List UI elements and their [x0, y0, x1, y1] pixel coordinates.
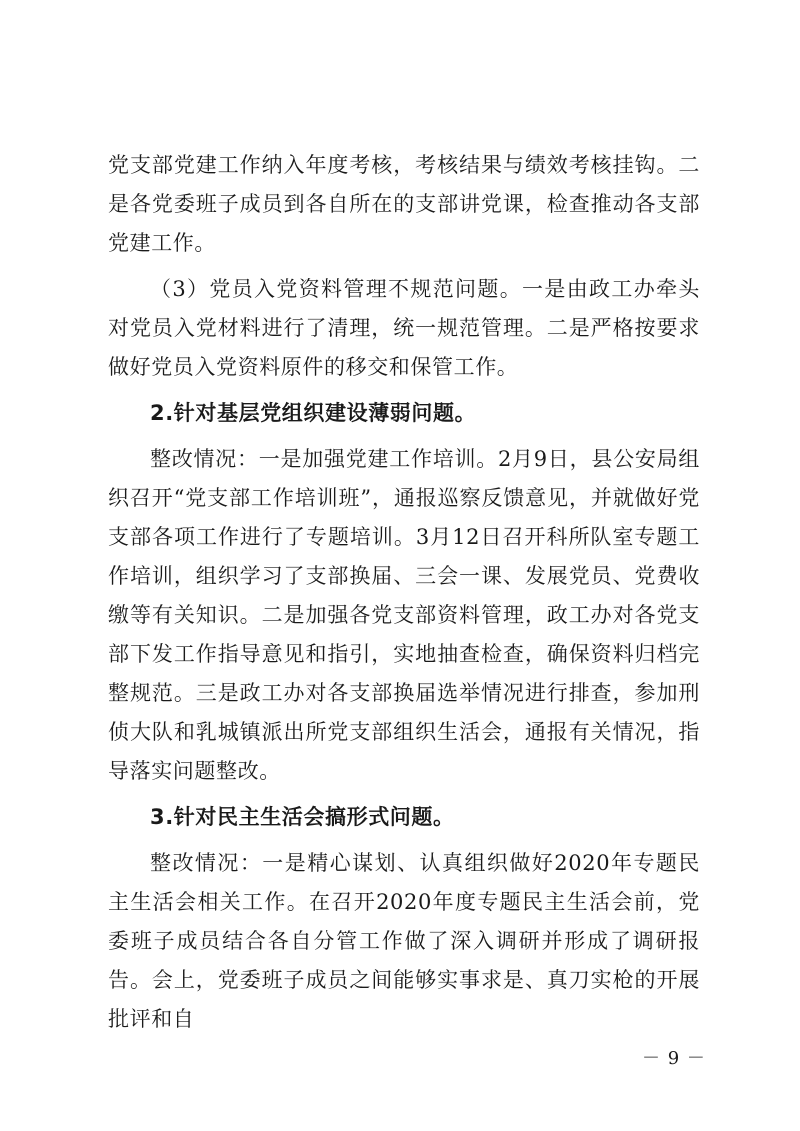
document-body — [108, 146, 700, 1046]
paragraph-1: 党支部党建工作纳入年度考核，考核结果与绩效考核挂钩。二是各党委班子成员到各自所在的支部讲党课，检查推动各支部党建工作。 — [108, 153, 700, 255]
paragraph-2: （3）党员入党资料管理不规范问题。一是由政工办牵头对党员入党材料进行了清理，统一规范管理。二是严格按要求做好党员入党资料原件的移交和保管工作。 — [108, 277, 700, 379]
page-number: － 9 － — [642, 1048, 706, 1069]
paragraph-3: 整改情况：一是加强党建工作培训。2月9日，县公安局组织召开“党支部工作培训班”，通报巡察反馈意见，并就做好党支部各项工作进行了专题培训。3月12日召开科所队室专题工作培训，组织学习了支部换届、三会一课、发展党员、党费收缴等有关知识。二是加强各党支部资料管理，政工办对各党支部下发工作指导意见和指引，实地抽查检查，确保资料归档完整规范。三是政工办对各支部换届选举情况进行排查，参加刑侦大队和乳城镇派出所党支部组织生活会，通报有关情况，指导落实问题整改。 — [108, 447, 700, 783]
section-heading-3: 3.针对民主生活会搞形式问题。 — [150, 805, 455, 829]
section-heading-2: 2.针对基层党组织建设薄弱问题。 — [150, 401, 477, 425]
paragraph-4: 整改情况：一是精心谋划、认真组织做好2020年专题民主生活会相关工作。在召开2020年度专题民主生活会前，党委班子成员结合各自分管工作做了深入调研并形成了调研报告。会上，党委班子成员之间能够实事求是、真刀实枪的开展批评和自 — [108, 851, 700, 1031]
